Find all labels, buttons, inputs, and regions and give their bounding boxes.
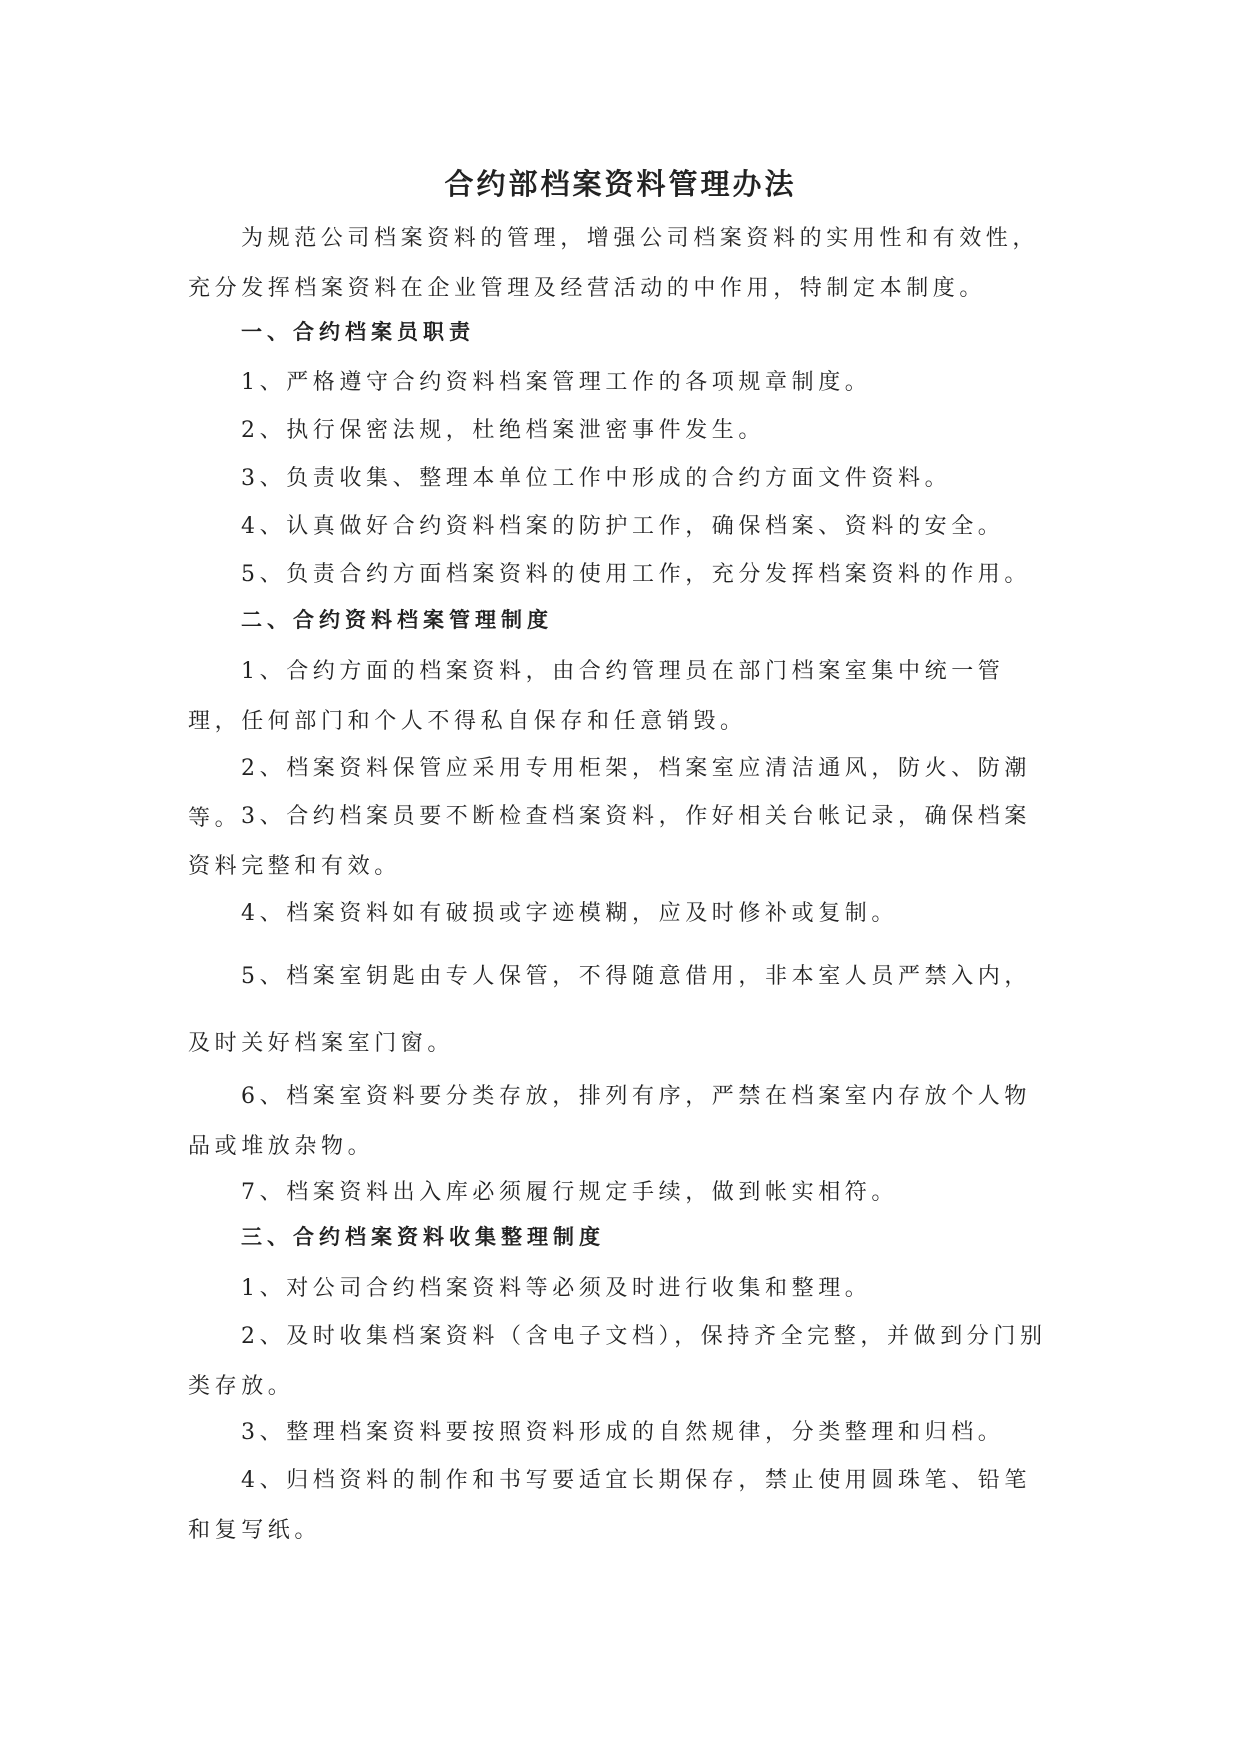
section-3-item-4: 4、归档资料的制作和书写要适宜长期保存，禁止使用圆珠笔、铅笔和复写纸。 xyxy=(188,1468,1031,1543)
section-3-item-3: 3、整理档案资料要按照资料形成的自然规律，分类整理和归档。 xyxy=(241,1420,1005,1445)
section-2-item-4: 4、档案资料如有破损或字迹模糊，应及时修补或复制。 xyxy=(241,901,898,926)
section-heading-2: 二、合约资料档案管理制度 xyxy=(241,607,553,632)
section-3-item-2: 2、及时收集档案资料（含电子文档），保持齐全完整，并做到分门别类存放。 xyxy=(188,1324,1047,1399)
section-2-item-5: 5、档案室钥匙由专人保管，不得随意借用，非本室人员严禁入内，及时关好档案室门窗。 xyxy=(188,964,1031,1056)
section-2-item-6: 6、档案室资料要分类存放，排列有序，严禁在档案室内存放个人物品或堆放杂物。 xyxy=(188,1084,1031,1159)
section-2-item-2: 2、档案资料保管应采用专用柜架，档案室应清洁通风，防火、防潮等。 xyxy=(188,756,1031,831)
section-2-item-1: 1、合约方面的档案资料，由合约管理员在部门档案室集中统一管理，任何部门和个人不得私自保存和任意销毁。 xyxy=(188,659,1005,734)
section-1-item-5: 5、负责合约方面档案资料的使用工作，充分发挥档案资料的作用。 xyxy=(241,562,1031,587)
section-3-item-1: 1、对公司合约档案资料等必须及时进行收集和整理。 xyxy=(241,1276,872,1301)
section-1-item-2: 2、执行保密法规，杜绝档案泄密事件发生。 xyxy=(241,418,765,443)
document-title: 合约部档案资料管理办法 xyxy=(444,167,797,201)
section-2-item-3: 3、合约档案员要不断检查档案资料，作好相关台帐记录，确保档案资料完整和有效。 xyxy=(188,804,1031,879)
section-1-item-4: 4、认真做好合约资料档案的防护工作，确保档案、资料的安全。 xyxy=(241,514,1005,539)
section-2-item-7: 7、档案资料出入库必须履行规定手续，做到帐实相符。 xyxy=(241,1180,898,1205)
section-1-item-3: 3、负责收集、整理本单位工作中形成的合约方面文件资料。 xyxy=(241,466,952,491)
section-1-item-1: 1、严格遵守合约资料档案管理工作的各项规章制度。 xyxy=(241,370,872,395)
section-heading-1: 一、合约档案员职责 xyxy=(241,319,475,344)
section-heading-3: 三、合约档案资料收集整理制度 xyxy=(241,1224,605,1249)
intro-paragraph: 为规范公司档案资料的管理，增强公司档案资料的实用性和有效性，充分发挥档案资料在企业管理及经营活动的中作用，特制定本制度。 xyxy=(188,226,1040,301)
